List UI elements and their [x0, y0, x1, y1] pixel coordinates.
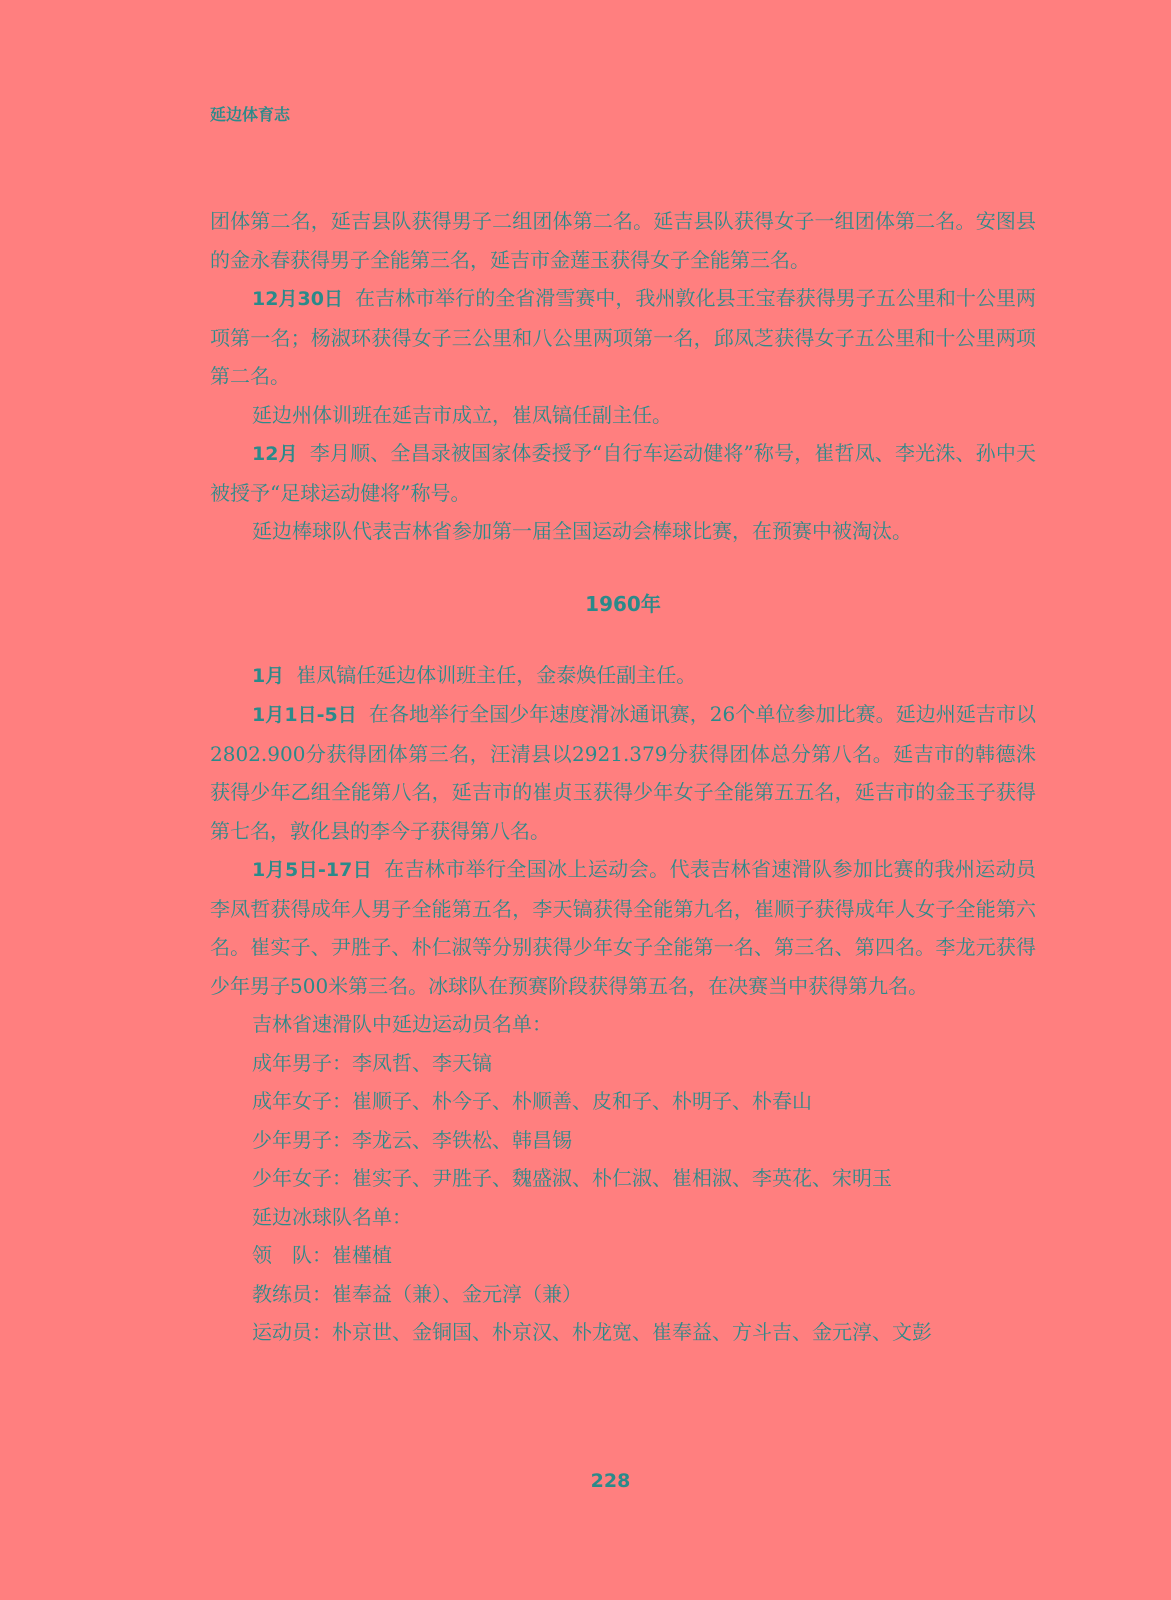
entry-date: 1月1日-5日	[252, 704, 357, 726]
entry-text: 团体第二名，延吉县队获得男子二组团体第二名。延吉县队获得女子一组团体第二名。安图县的金永春获得男子全能第三名，延吉市金莲玉获得女子全能第三名。	[210, 209, 1036, 272]
entry-paragraph	[210, 202, 1036, 279]
entry-text: 延边棒球队代表吉林省参加第一届全国运动会棒球比赛，在预赛中被淘汰。	[252, 519, 912, 543]
running-head: 延边体育志	[210, 105, 291, 124]
entry-paragraph	[210, 1313, 1036, 1352]
entry-text: 运动员：朴京世、金铜国、朴京汉、朴龙宽、崔奉益、方斗吉、金元淳、文彭	[252, 1320, 932, 1344]
entry-paragraph	[210, 1236, 1036, 1275]
entry-text: 吉林省速滑队中延边运动员名单：	[252, 1012, 552, 1036]
entry-text: 少年女子：崔实子、尹胜子、魏盛淑、朴仁淑、崔相淑、李英花、宋明玉	[252, 1166, 892, 1190]
entry-date: 1月	[252, 664, 285, 687]
page-number: 228	[590, 1470, 631, 1492]
entry-paragraph	[210, 850, 1036, 1005]
entry-paragraph	[210, 396, 1036, 435]
entry-paragraph	[210, 279, 1036, 396]
entry-date: 1月5日-17日	[252, 859, 373, 881]
entry-paragraph	[210, 656, 1036, 696]
entry-date: 12月30日	[252, 288, 344, 310]
entry-date: 12月	[252, 443, 298, 465]
entry-text: 李月顺、全昌录被国家体委授予“自行车运动健将”称号，崔哲凤、李光洙、孙中天被授予“足球运动健将”称号。	[210, 441, 1036, 505]
entry-text: 成年男子：李凤哲、李天镐	[252, 1050, 492, 1075]
entry-text: 少年男子：李龙云、李铁松、韩昌锡	[252, 1127, 572, 1152]
entry-text: 领 队：崔槿植	[252, 1243, 392, 1267]
entry-text: 在吉林市举行的全省滑雪赛中，我州敦化县王宝春获得男子五公里和十公里两项第一名；杨淑环获得女子三公里和八公里两项第一名，邱凤芝获得女子五公里和十公里两项第二名。	[210, 286, 1037, 388]
entry-text: 崔凤镐任延边体训班主任，金泰焕任副主任。	[296, 662, 697, 687]
entry-paragraph	[210, 1198, 1036, 1237]
year-heading: 1960年	[585, 591, 661, 616]
entry-text: 在各地举行全国少年速度滑冰通讯赛，26个单位参加比赛。延边州延吉市以2802.900分获得团体第三名，汪清县以2921.379分获得团体总分第八名。延吉市的韩德洙获得少年乙组全能第八名，延吉市的崔贞玉获得少年女子全能第五五名，延吉市的金玉子获得第七名，敦化县的李今子获得第八名。	[210, 702, 1037, 843]
entry-paragraph	[210, 1044, 1036, 1083]
entry-paragraph	[210, 1121, 1036, 1160]
entry-paragraph	[210, 512, 1036, 551]
entry-paragraph	[210, 1275, 1036, 1314]
entry-paragraph	[210, 434, 1036, 512]
section-1960-entries	[210, 656, 1036, 1352]
entry-text: 延边州体训班在延吉市成立，崔凤镐任副主任。	[252, 402, 672, 427]
entry-text: 在吉林市举行全国冰上运动会。代表吉林省速滑队参加比赛的我州运动员李凤哲获得成年人男子全能第五名，李天镐获得全能第九名，崔顺子获得成年人女子全能第六名。崔实子、尹胜子、朴仁淑等分别获得少年女子全能第一名、第三名、第四名。李龙元获得少年男子500米第三名。冰球队在预赛阶段获得第五名，在决赛当中获得第九名。	[210, 857, 1036, 998]
entry-paragraph	[210, 1082, 1036, 1121]
entry-text: 成年女子：崔顺子、朴今子、朴顺善、皮和子、朴明子、朴春山	[252, 1089, 812, 1113]
entry-paragraph	[210, 1005, 1036, 1044]
entry-paragraph	[210, 1159, 1036, 1198]
entry-text: 教练员：崔奉益（兼）、金元淳（兼）	[252, 1281, 582, 1306]
entry-paragraph	[210, 695, 1036, 850]
page-body	[210, 202, 1036, 1352]
entry-text: 延边冰球队名单：	[252, 1204, 412, 1229]
section-1959-entries	[210, 202, 1036, 551]
